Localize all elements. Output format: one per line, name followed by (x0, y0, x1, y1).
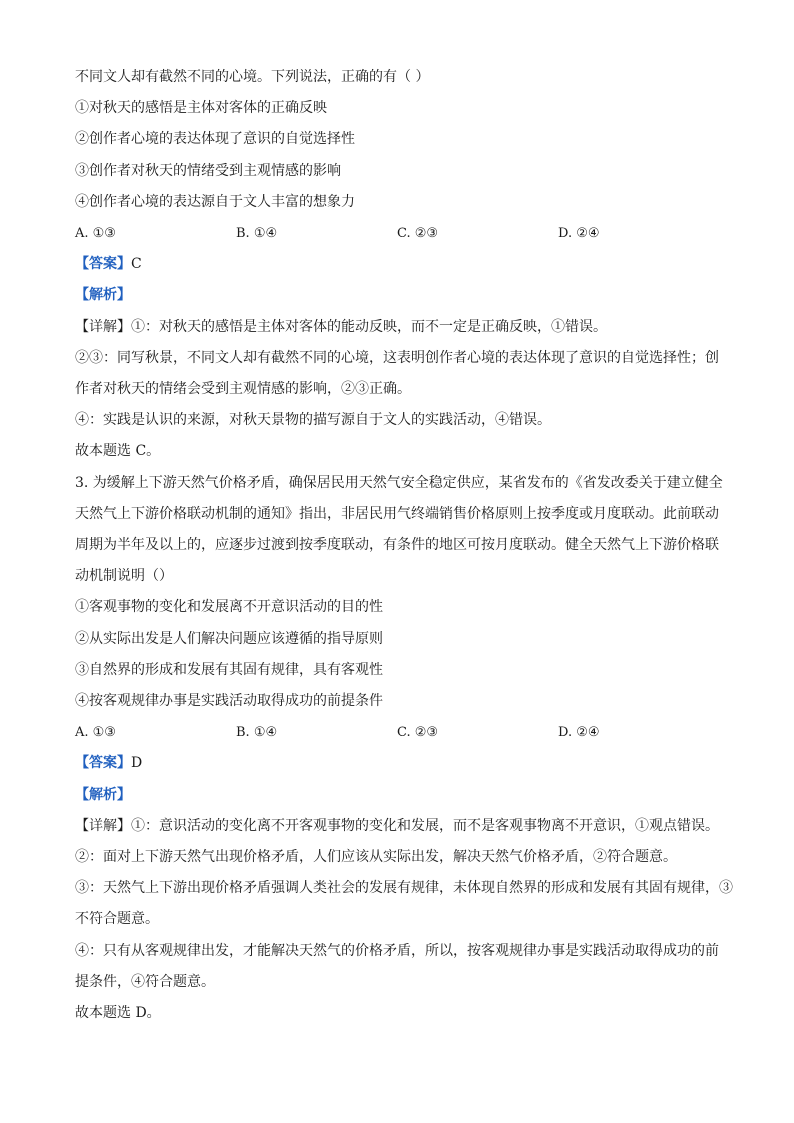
statement: ①对秋天的感悟是主体对客体的正确反映 (75, 100, 327, 117)
statement: ③自然界的形成和发展有其固有规律，具有客观性 (75, 661, 383, 678)
option-b: B. ①④ (236, 226, 278, 242)
detail-line (75, 312, 725, 343)
statement: ②创作者心境的表达体现了意识的自觉选择性 (75, 131, 355, 148)
question-stem: 天然气上下游价格联动机制的通知》指出，非居民用气终端销售价格原则上按季度或月度联动。此前联动 (75, 505, 719, 522)
analysis-heading (75, 780, 725, 811)
statement: ②从实际出发是人们解决问题应该遵循的指导原则 (75, 630, 383, 647)
detail-tag: 【详解】 (75, 817, 131, 834)
detail-line (75, 811, 725, 842)
detail-line: ③：天然气上下游出现价格矛盾强调人类社会的发展有规律，未体现自然界的形成和发展有其固有规律，③ (75, 880, 733, 897)
answer-value: D (131, 755, 143, 772)
statement: ①客观事物的变化和发展离不开意识活动的目的性 (75, 599, 383, 616)
detail-line: 作者对秋天的情绪会受到主观情感的影响，②③正确。 (75, 381, 411, 398)
detail-line: 不符合题意。 (75, 911, 159, 928)
detail-tag: 【详解】 (75, 318, 131, 335)
option-d: D. ②④ (558, 226, 600, 242)
detail-line: ④：实践是认识的来源，对秋天景物的描写源自于文人的实践活动，④错误。 (75, 412, 551, 429)
question-stem: 动机制说明（） (75, 568, 173, 585)
detail-text: ①：意识活动的变化离不开客观事物的变化和发展，而不是客观事物离不开意识，①观点错误。 (131, 817, 719, 834)
conclusion: 故本题选 C。 (75, 443, 161, 460)
answer-tag: 【答案】 (75, 755, 131, 772)
detail-line: ④：只有从客观规律出发，才能解决天然气的价格矛盾，所以，按客观规律办事是实践活动取得成功的前 (75, 942, 719, 959)
question-stem: 不同文人却有截然不同的心境。下列说法，正确的有（ ） (75, 69, 430, 85)
answer-options (75, 218, 725, 249)
statement: ④按客观规律办事是实践活动取得成功的前提条件 (75, 693, 383, 710)
conclusion: 故本题选 D。 (75, 1005, 161, 1022)
option-c: C. ②③ (397, 725, 439, 741)
question-stem: 3. 为缓解上下游天然气价格矛盾，确保居民用天然气安全稳定供应，某省发布的《省发改委关于建立健全 (75, 474, 723, 491)
page-content (75, 62, 733, 1029)
detail-text: ①：对秋天的感悟是主体对客体的能动反映，而不一定是正确反映，①错误。 (131, 318, 607, 335)
option-a: A. ①③ (75, 725, 116, 741)
answer-line (75, 249, 725, 280)
detail-line: ②③：同写秋景，不同文人却有截然不同的心境，这表明创作者心境的表达体现了意识的自觉选择性；创 (75, 349, 719, 366)
option-c: C. ②③ (397, 226, 439, 242)
answer-line (75, 748, 725, 779)
question-stem: 周期为半年及以上的，应逐步过渡到按季度联动，有条件的地区可按月度联动。健全天然气上下游价格联 (75, 537, 719, 554)
analysis-tag: 【解析】 (75, 786, 131, 803)
statement: ④创作者心境的表达源自于文人丰富的想象力 (75, 193, 355, 210)
answer-tag: 【答案】 (75, 256, 131, 273)
answer-options (75, 717, 725, 748)
answer-value: C (131, 256, 142, 273)
option-a: A. ①③ (75, 226, 116, 242)
option-d: D. ②④ (558, 725, 600, 741)
analysis-tag: 【解析】 (75, 287, 131, 304)
statement: ③创作者对秋天的情绪受到主观情感的影响 (75, 162, 341, 179)
analysis-heading (75, 280, 725, 311)
option-b: B. ①④ (236, 725, 278, 741)
detail-line: 提条件，④符合题意。 (75, 973, 215, 990)
detail-line: ②：面对上下游天然气出现价格矛盾，人们应该从实际出发，解决天然气价格矛盾，②符合题意。 (75, 849, 677, 866)
